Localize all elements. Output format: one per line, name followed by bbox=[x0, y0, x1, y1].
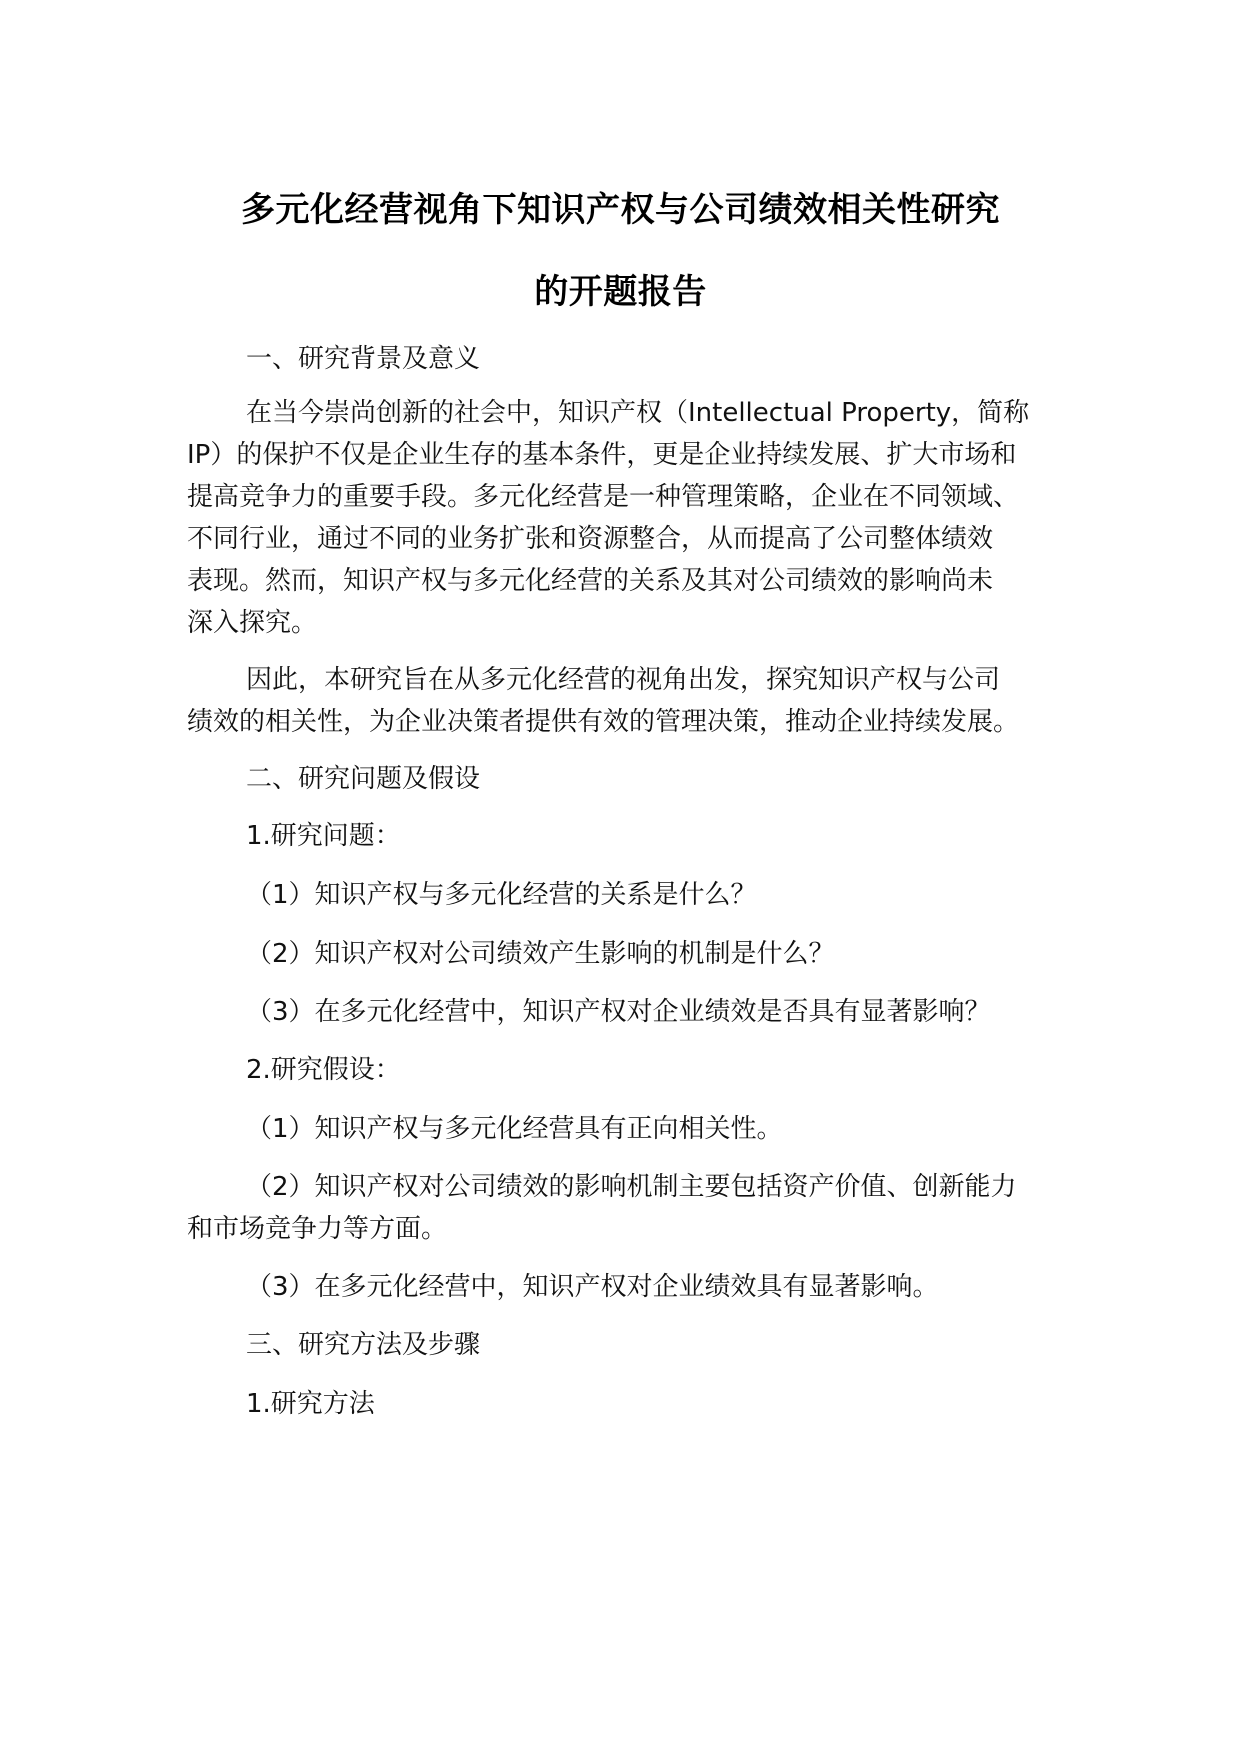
section-1-p1-line-2: IP）的保护不仅是企业生存的基本条件，更是企业持续发展、扩大市场和 bbox=[187, 440, 1017, 470]
hypothesis-item: （1）知识产权与多元化经营具有正向相关性。 bbox=[246, 1114, 783, 1144]
section-2-heading: 二、研究问题及假设 bbox=[246, 764, 481, 794]
section-1-p1-line-3: 提高竞争力的重要手段。多元化经营是一种管理策略，企业在不同领域、 bbox=[187, 482, 1020, 512]
section-3-heading: 三、研究方法及步骤 bbox=[246, 1330, 481, 1360]
section-1-p1-line-6: 深入探究。 bbox=[187, 608, 318, 638]
hypothesis-item-line-1: （2）知识产权对公司绩效的影响机制主要包括资产价值、创新能力 bbox=[246, 1172, 1017, 1202]
hypothesis-item: （3）在多元化经营中，知识产权对企业绩效具有显著影响。 bbox=[246, 1272, 939, 1302]
section-1-p2-line-2: 绩效的相关性，为企业决策者提供有效的管理决策，推动企业持续发展。 bbox=[187, 707, 1020, 737]
section-1-heading: 一、研究背景及意义 bbox=[246, 344, 481, 374]
question-item: （3）在多元化经营中，知识产权对企业绩效是否具有显著影响？ bbox=[246, 997, 991, 1027]
hypothesis-item-line-2: 和市场竞争力等方面。 bbox=[187, 1214, 448, 1244]
section-1-p1-line-5: 表现。然而，知识产权与多元化经营的关系及其对公司绩效的影响尚未 bbox=[187, 566, 994, 596]
question-item: （1）知识产权与多元化经营的关系是什么？ bbox=[246, 880, 757, 910]
section-1-p2-line-1: 因此，本研究旨在从多元化经营的视角出发，探究知识产权与公司 bbox=[246, 665, 1001, 695]
questions-heading: 1.研究问题： bbox=[246, 821, 401, 851]
methods-heading: 1.研究方法 bbox=[246, 1389, 375, 1419]
question-item: （2）知识产权对公司绩效产生影响的机制是什么？ bbox=[246, 939, 835, 969]
document-title-line-2: 的开题报告 bbox=[534, 272, 707, 312]
hypotheses-heading: 2.研究假设： bbox=[246, 1055, 401, 1085]
section-1-p1-line-1: 在当今崇尚创新的社会中，知识产权（Intellectual Property，简称 bbox=[246, 398, 1030, 428]
document-title-line-1: 多元化经营视角下知识产权与公司绩效相关性研究 bbox=[241, 190, 1000, 230]
section-1-p1-line-4: 不同行业，通过不同的业务扩张和资源整合，从而提高了公司整体绩效 bbox=[187, 524, 994, 554]
